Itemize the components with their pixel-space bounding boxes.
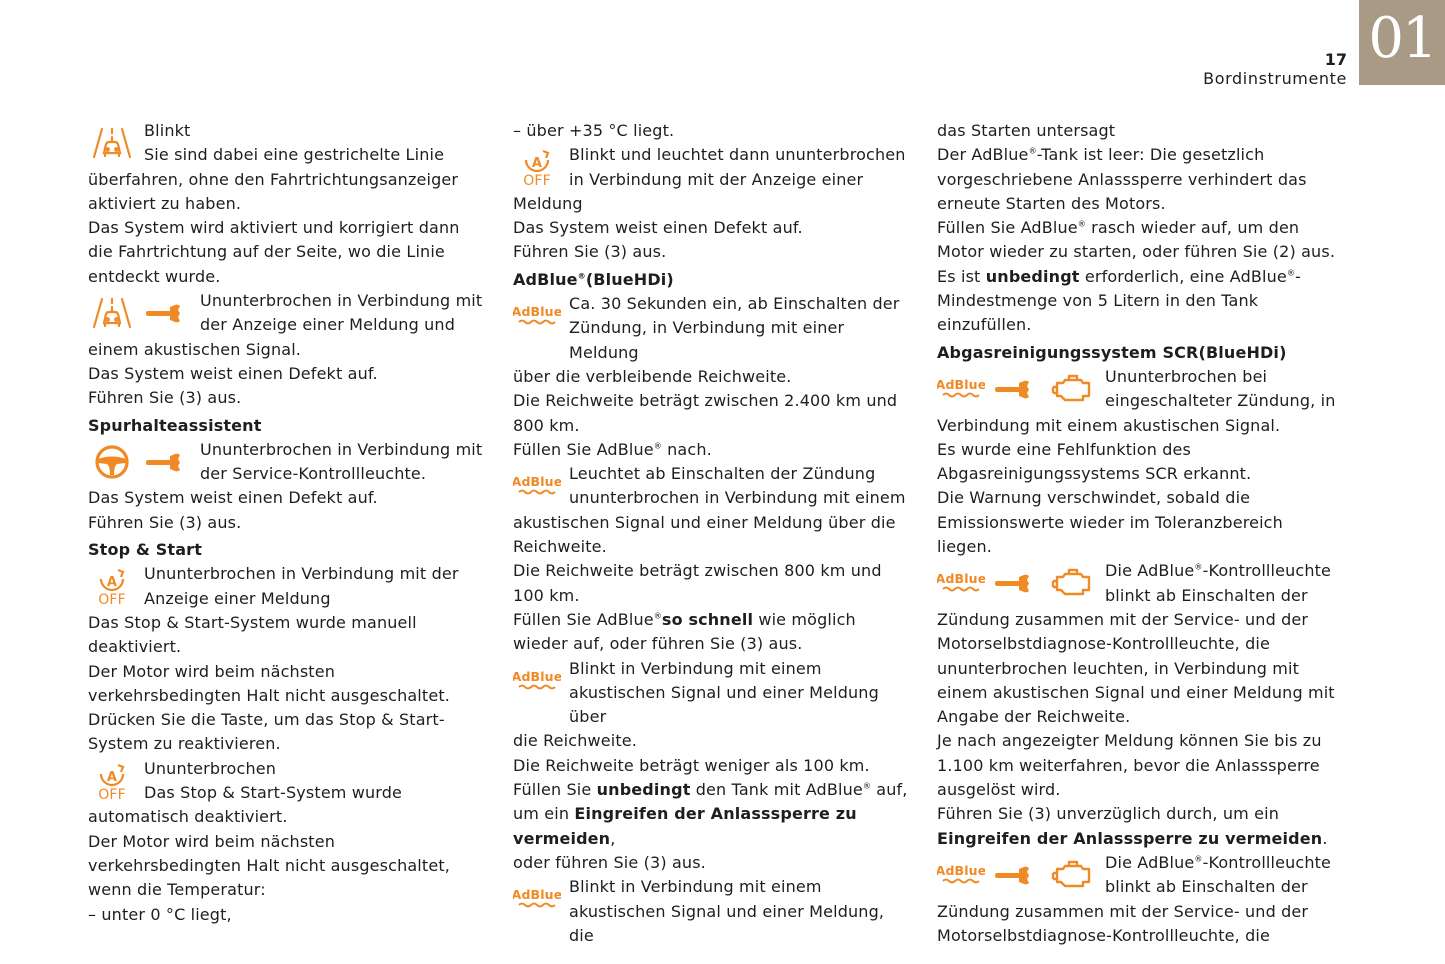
adblue-icon: [513, 661, 561, 701]
paragraph: einem akustischen Signal.: [88, 339, 302, 359]
paragraph: Führen Sie (3) aus.: [88, 388, 242, 408]
stop-start-defect-block: [513, 143, 913, 192]
text-line: Ca. 30 Sekunden ein, ab Einschalten der: [569, 294, 900, 314]
text-line: der Service-Kontrollleuchte.: [200, 464, 427, 484]
paragraph: Führen Sie (3) aus.: [513, 242, 667, 262]
paragraph: Füllen Sie AdBlue® nach.: [513, 439, 712, 459]
heading-adblue: AdBlue®(BlueHDi): [513, 269, 674, 289]
text-line: eingeschalteter Zündung, in: [1105, 391, 1336, 411]
adblue-empty-block: [513, 875, 913, 948]
steering-wheel-icon: [88, 442, 136, 482]
text-line: ununterbrochen in Verbindung mit einem: [569, 488, 906, 508]
adblue-icon: [937, 369, 985, 409]
engine-icon: [1049, 369, 1097, 409]
adblue-icon: [513, 879, 561, 919]
stop-start-off-icon: [88, 566, 136, 606]
list-item: – über +35 °C liegt.: [513, 121, 675, 140]
text-line: Ununterbrochen in Verbindung mit: [200, 439, 483, 459]
paragraph: Eingreifen der Anlasssperre zu vermeiden.: [937, 828, 1328, 848]
engine-icon: [1049, 563, 1097, 603]
paragraph: Verbindung mit einem akustischen Signal.: [937, 415, 1281, 435]
column-right: [937, 119, 1337, 948]
lane-departure-icon: [88, 293, 136, 333]
adblue-icon: [937, 855, 985, 895]
paragraph: um ein Eingreifen der Anlasssperre zu vermeiden,: [513, 804, 857, 848]
lane-departure-icon: [88, 123, 136, 163]
stop-start-off-icon: [513, 147, 561, 187]
paragraph: Der AdBlue®-Tank ist leer: Die gesetzlich vorgeschriebene Anlasssperre verhindert das erneute Starten des Motors.: [937, 145, 1307, 213]
wrench-icon: [993, 563, 1041, 603]
paragraph: Die Reichweite beträgt zwischen 800 km und 100 km.: [513, 561, 882, 605]
column-left: [88, 119, 488, 927]
wrench-icon: [144, 442, 192, 482]
text-line: blinkt ab Einschalten der: [1105, 585, 1308, 605]
paragraph: die Reichweite.: [513, 731, 637, 751]
text-line: Blinkt in Verbindung mit einem: [569, 877, 822, 897]
text-line: in Verbindung mit der Anzeige einer: [569, 169, 864, 189]
paragraph: Das System weist einen Defekt auf.: [513, 218, 803, 238]
wrench-icon: [144, 293, 192, 333]
column-middle: [513, 119, 913, 948]
paragraph: Das Stop & Start-System wurde manuell deaktiviert.: [88, 612, 417, 657]
paragraph: Zündung zusammen mit der Service- und der Motorselbstdiagnose-Kontrollleuchte, die: [937, 901, 1309, 945]
page-number: 17: [1324, 50, 1347, 69]
stop-start-manual-block: [88, 562, 488, 611]
chapter-number: 01: [1368, 6, 1436, 71]
stop-start-off-icon: [88, 761, 136, 801]
text-line: Zündung, in Verbindung mit einer Meldung: [569, 318, 845, 362]
adblue-icon: [513, 466, 561, 506]
heading-spurhalteassistent: Spurhalteassistent: [88, 415, 262, 435]
paragraph: das Starten untersagt: [937, 121, 1116, 140]
text-line: akustischen Signal und einer Meldung über: [569, 682, 879, 727]
paragraph: Die Reichweite beträgt zwischen 2.400 km und 800 km.: [513, 391, 898, 435]
paragraph: Füllen Sie AdBlue® rasch wieder auf, um den Motor wieder zu starten, oder führen Sie (2) aus.: [937, 218, 1336, 262]
chapter-tab: [1359, 0, 1445, 85]
paragraph: Der Motor wird beim nächsten verkehrsbedingten Halt nicht ausgeschaltet, wenn die Temperatur:: [88, 831, 450, 900]
text-line: Ununterbrochen in Verbindung mit: [200, 291, 483, 311]
paragraph: Der Motor wird beim nächsten verkehrsbedingten Halt nicht ausgeschaltet.: [88, 661, 450, 705]
adblue-icon: [513, 296, 561, 336]
paragraph: Das System wird aktiviert und korrigiert dann die Fahrtrichtung auf der Seite, wo die Linie entdeckt wurde.: [88, 218, 460, 286]
paragraph: Das System weist einen Defekt auf.: [88, 488, 378, 508]
paragraph: Meldung: [513, 193, 583, 213]
paragraph: Die Warnung verschwindet, sobald die Emissionswerte wieder im Toleranzbereich liegen.: [937, 488, 1283, 557]
paragraph: Drücken Sie die Taste, um das Stop & Start-System zu reaktivieren.: [88, 710, 445, 754]
scr-blink-block-2: [937, 851, 1337, 900]
paragraph: akustischen Signal und einer Meldung über die Reichweite.: [513, 512, 896, 557]
engine-icon: [1049, 855, 1097, 895]
section-title: Bordinstrumente: [1203, 69, 1347, 88]
paragraph: Führen Sie (3) unverzüglich durch, um ein: [937, 804, 1279, 824]
paragraph: Das System weist einen Defekt auf.: [88, 363, 378, 383]
text-line: Die AdBlue®-Kontrollleuchte: [1105, 561, 1332, 581]
scr-steady-block: [937, 365, 1337, 414]
wrench-icon: [993, 855, 1041, 895]
text-line: Das Stop & Start-System wurde: [144, 783, 403, 803]
paragraph: über die verbleibende Reichweite.: [513, 366, 792, 386]
text-line: Ununterbrochen: [144, 758, 277, 778]
paragraph: Es wurde eine Fehlfunktion des Abgasreinigungssystems SCR erkannt.: [937, 439, 1252, 484]
adblue-30s-block: [513, 292, 913, 365]
paragraph: automatisch deaktiviert.: [88, 807, 288, 827]
paragraph: oder führen Sie (3) aus.: [513, 852, 706, 872]
wrench-icon: [993, 369, 1041, 409]
text-line: Die AdBlue®-Kontrollleuchte: [1105, 852, 1332, 872]
text-line: Anzeige einer Meldung: [144, 588, 331, 608]
text-line: Blinkt in Verbindung mit einem: [569, 658, 822, 678]
text-line: Sie sind dabei eine gestrichelte Linie: [144, 145, 445, 165]
adblue-blink-block: [513, 657, 913, 730]
lane-blink-block: [88, 119, 488, 168]
heading-scr: Abgasreinigungssystem SCR(BlueHDi): [937, 342, 1287, 362]
heading-stop-start: Stop & Start: [88, 540, 203, 560]
text-line: Blinkt: [144, 121, 191, 140]
list-item: – unter 0 °C liegt,: [88, 904, 232, 924]
paragraph: Füllen Sie AdBlue®so schnell wie möglich wieder auf, oder führen Sie (3) aus.: [513, 609, 856, 654]
text-line: Blinkt und leuchtet dann ununterbrochen: [569, 145, 906, 165]
adblue-steady-block: [513, 462, 913, 511]
paragraph: Es ist unbedingt erforderlich, eine AdBlue®-Mindestmenge von 5 Litern in den Tank einzufüllen.: [937, 266, 1301, 335]
steering-fault-block: [88, 438, 488, 487]
paragraph: Zündung zusammen mit der Service- und der Motorselbstdiagnose-Kontrollleuchte, die ununterbrochen leuchten, in Verbindung mit einem akustischen Signal und einer Meldung mit Angabe der Reichweite.: [937, 609, 1335, 727]
text-line: akustischen Signal und einer Meldung, die: [569, 901, 885, 945]
paragraph: Füllen Sie unbedingt den Tank mit AdBlue® auf,: [513, 780, 908, 800]
adblue-icon: [937, 563, 985, 603]
stop-start-auto-block: [88, 757, 488, 806]
text-line: Ununterbrochen in Verbindung mit der: [144, 564, 459, 584]
text-line: blinkt ab Einschalten der: [1105, 877, 1308, 897]
text-line: Leuchtet ab Einschalten der Zündung: [569, 464, 876, 484]
paragraph: überfahren, ohne den Fahrtrichtungsanzeiger aktiviert zu haben.: [88, 169, 459, 213]
paragraph: Je nach angezeigter Meldung können Sie bis zu 1.100 km weiterfahren, bevor die Anlasssperre ausgelöst wird.: [937, 731, 1322, 800]
scr-blink-block-1: [937, 559, 1337, 608]
text-line: Ununterbrochen bei: [1105, 366, 1268, 386]
paragraph: Die Reichweite beträgt weniger als 100 km.: [513, 755, 870, 775]
lane-fault-block: [88, 289, 488, 338]
paragraph: Führen Sie (3) aus.: [88, 512, 242, 532]
text-line: der Anzeige einer Meldung und: [200, 315, 456, 335]
